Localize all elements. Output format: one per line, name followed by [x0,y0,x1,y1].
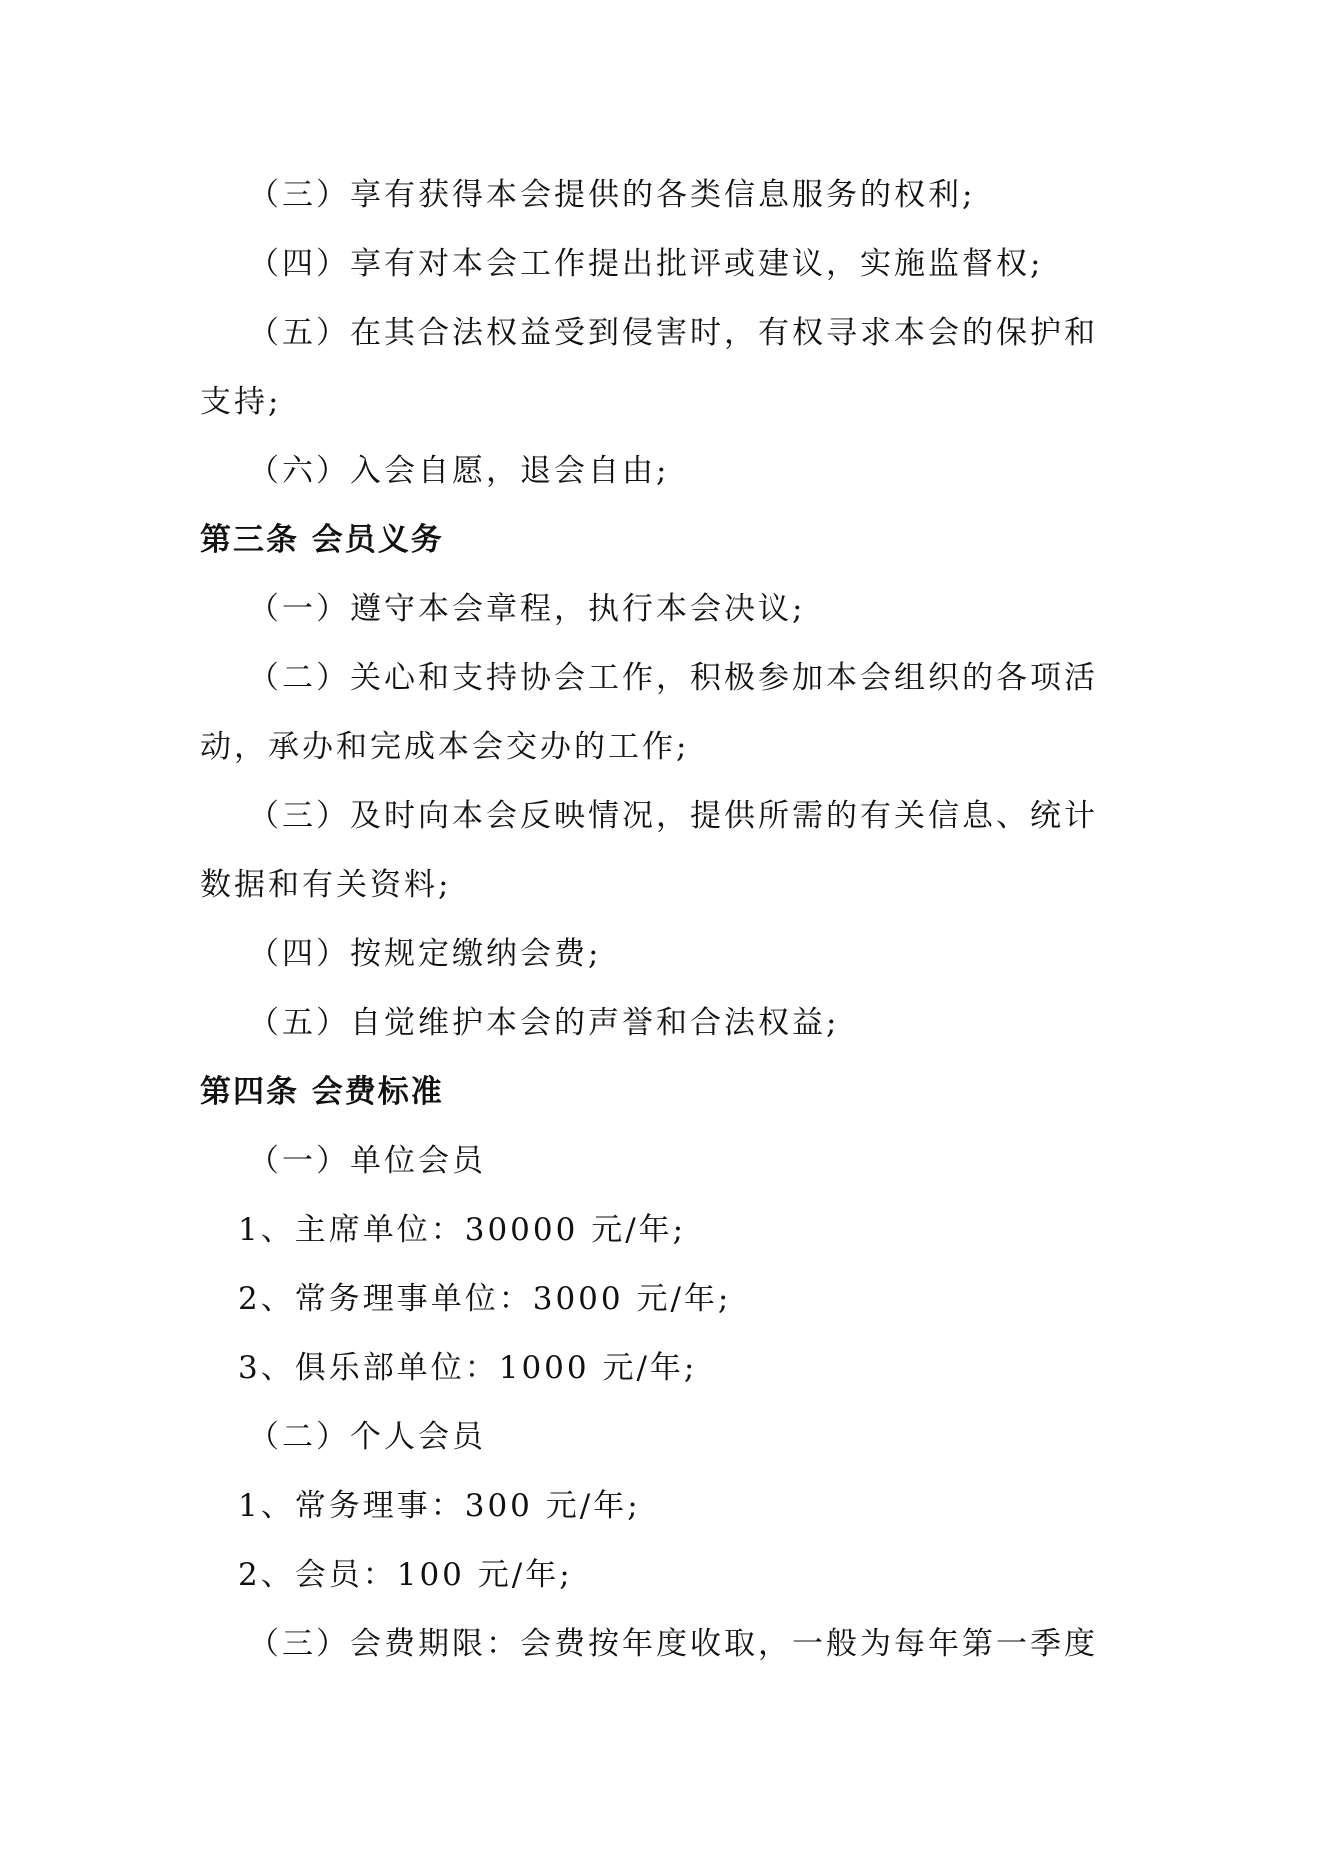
paragraph-duty-5: （五）自觉维护本会的声誉和合法权益; [248,1005,840,1041]
fee-individual-members: （二）个人会员 [248,1419,486,1455]
fee-item-standing-unit: 2、常务理事单位：3000 元/年; [238,1281,732,1317]
paragraph-duty-2: （二）关心和支持协会工作，积极参加本会组织的各项活 [248,660,1098,696]
fee-unit-members: （一）单位会员 [248,1143,486,1179]
paragraph-right-5: （五）在其合法权益受到侵害时，有权寻求本会的保护和 [248,315,1098,351]
paragraph-duty-3-cont: 数据和有关资料; [200,867,452,903]
paragraph-right-6: （六）入会自愿，退会自由; [248,453,670,489]
paragraph-duty-2-cont: 动，承办和完成本会交办的工作; [200,729,690,765]
paragraph-duty-4: （四）按规定缴纳会费; [248,936,602,972]
fee-item-standing-director: 1、常务理事：300 元/年; [238,1488,641,1524]
fee-item-club-unit: 3、俱乐部单位：1000 元/年; [238,1350,698,1386]
paragraph-right-4: （四）享有对本会工作提出批评或建议，实施监督权; [248,246,1044,282]
paragraph-right-5-cont: 支持; [200,384,282,420]
fee-item-chair-unit: 1、主席单位：30000 元/年; [238,1212,687,1248]
paragraph-duty-1: （一）遵守本会章程，执行本会决议; [248,591,806,627]
paragraph-duty-3: （三）及时向本会反映情况，提供所需的有关信息、统计 [248,798,1098,834]
fee-item-member: 2、会员：100 元/年; [238,1557,573,1593]
fee-period: （三）会费期限：会费按年度收取，一般为每年第一季度 [248,1626,1098,1662]
paragraph-right-3: （三）享有获得本会提供的各类信息服务的权利; [248,177,976,213]
article-4-heading: 第四条 会费标准 [200,1074,444,1110]
article-3-heading: 第三条 会员义务 [200,522,444,558]
